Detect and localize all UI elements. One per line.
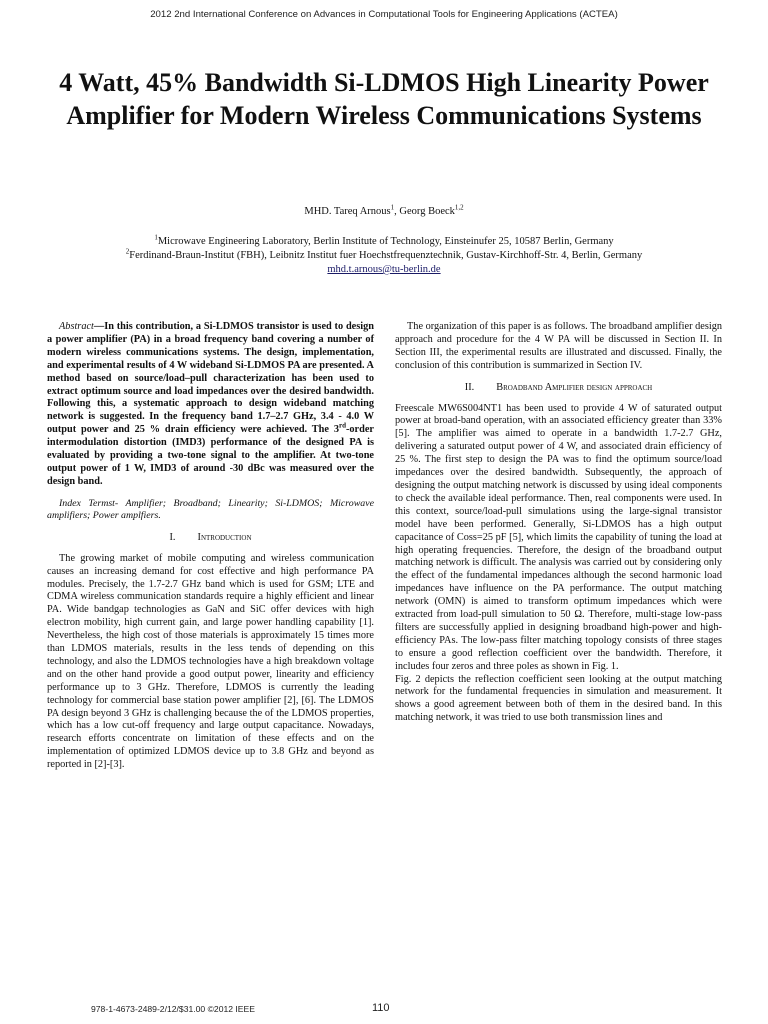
index-terms-text: Amplifier; Broadband; Linearity; Si-LDMOS; Microwave amplifiers; Power amplfiers. xyxy=(47,497,375,522)
section-heading-introduction xyxy=(47,532,374,545)
abstract-text: In this contribution, a Si-LDMOS transistor is used to design a power amplifier (PA) in a broad frequency band covering a number of modern wireless communications systems. The design, implementation, and experimental results of 4 W wideband Si-LDMOS PA are presented. A method based on source/load–pull characterization has been used to extract optimum source and load impedances over the desired bandwidth. Following this, a systematic approach to design wideband matching network is suggested. In the frequency band 1.7–2.7 GHz, 3.4 - 4.0 W output power and 25 % drain efficiency were achieved. The 3 xyxy=(47,321,374,436)
affiliation-1 xyxy=(0,233,768,247)
section-title: Broadband Amplifier design approach xyxy=(496,381,653,393)
section-number: II. xyxy=(464,381,475,393)
affiliation-text: Microwave Engineering Laboratory, Berlin Institute of Technology, Einsteinufer 25, 10587 Berlin, Germany xyxy=(157,236,614,247)
section-title: Introduction xyxy=(197,531,252,543)
email-link[interactable]: mhd.t.arnous@tu-berlin.de xyxy=(327,264,441,275)
organization-paragraph: The organization of this paper is as follows. The broadband amplifier design approach and procedure for the 4 W PA will be discussed in Section II. In Section III, the experimental results are illustrated and discussed. Finally, the conclusion of this contribution is summarized in Section IV. xyxy=(395,321,722,371)
section-number: I. xyxy=(169,531,176,543)
section2-paragraph: Fig. 2 depicts the reflection coefficient seen looking at the output matching network for the fundamental frequencies in simulation and measurement. It shows a good agreement between both of them in the desired band. In this matching network, it was tried to use both transmission lines and xyxy=(395,673,722,724)
index-terms-lead: Index Termst- xyxy=(59,497,119,509)
abstract xyxy=(47,321,374,489)
author-line xyxy=(0,203,768,217)
author-name: Georg Boeck xyxy=(399,206,455,217)
index-terms xyxy=(47,498,374,523)
left-column xyxy=(47,321,374,772)
author-affiliation-mark: 1,2 xyxy=(454,203,464,212)
intro-paragraph: The growing market of mobile computing and wireless communication causes an increasing demand for cost effective and high performance PA modules. Precisely, the 1.7-2.7 GHz band which is used for GSM; LTE and CDMA wireless communication standards require a highly efficient and linear PA. Wide bandgap technologies as GaN and SiC offer devices with high electron mobility, high current gain, and large power handling capability [1]. Nevertheless, the high cost of those materials is approximately 15 times more than LDMOS materials, results in the less tends of depending on this technology, and also the LDMOS technologies have a high breakdown voltage and on the other hand provide a good output power, linearity and efficiency performance up to 3 GHz. Therefore, LDMOS is currently the leading technology for commercial base station power amplifier [2], [6]. The LDMOS PA design beyond 3 GHz is challenging because the of the LDMOS properties, which has a low cut-off frequency and large output capacitance. Nowadays, research efforts concentrate on limitation of these effects and on the implementation of optimized LDMOS device up to 3.8 GHz and beyond as reported in [2]-[3]. xyxy=(47,552,374,771)
affiliation-text: Ferdinand-Braun-Institut (FBH), Leibnitz Institut fuer Hoechstfrequenztechnik, Gustav-Kirchhoff-Str. 4, Berlin, Germany xyxy=(129,250,643,261)
abstract-superscript: rd xyxy=(338,421,346,430)
abstract-lead: Abstract xyxy=(59,321,94,332)
affiliation-mark: 1 xyxy=(154,233,158,242)
conference-header: 2012 2nd International Conference on Advances in Computational Tools for Engineering Applications (ACTEA) xyxy=(150,9,618,20)
section2-paragraph: Freescale MW6S004NT1 has been used to provide 4 W of saturated output power at broad-band operation, with an associated efficiency greater than 33% [5]. The amplifier was aimed to operate in a bandwidth 1.7-2.7 GHz, delivering a saturated output power of 4 W, and associated drain efficiency of 25 %. The first step to design the PA was to find the optimum source/load impedances over the desired bandwidth. Subsequently, the approach of designing the output matching network is discussed by using ideal components to check the available ideal performance. Then, real components were used. In this context, source/load-pull simulations using the large-signal transistor model have been performed. Generally, Si-LDMOS has a high output capacitance of Coss=25 pF [5], which limits the capability of tuning the load at high operating frequencies. Therefore, the design of the broadband output matching network is difficult. The analysis was carried out by considering only the effect of the fundamental impedances although the second harmonic load impedances have influence on the PA performance. The output matching network (OMN) is aimed to transform optimum impedances which were extracted from load-pull simulation to 50 Ω. Therefore, multi-stage low-pass filters are successfully applied in designing broadband high-power and high-efficiency PAs. The low-pass filter matching topology consists of three stages to ensure a good reflection coefficient over the bandwidth. Therefore, it includes four zeros and three poles as shown in Fig. 1. xyxy=(395,402,722,672)
paper-title: 4 Watt, 45% Bandwidth Si-LDMOS High Linearity Power Amplifier for Modern Wireless Communications Systems xyxy=(59,68,709,130)
abstract-text-continued: -order intermodulation distortion (IMD3) performance of the designed PA is evaluated by providing a two-tone signal to the amplifier. At two-tone output power of 1 W, IMD3 of around -30 dBc was measured over the design band. xyxy=(47,424,374,487)
footer-isbn: 978-1-4673-2489-2/12/$31.00 ©2012 IEEE xyxy=(91,1004,256,1014)
section-heading-broadband xyxy=(395,382,722,395)
author-name: MHD. Tareq Arnous xyxy=(304,206,391,217)
author-affiliation-mark: 1 xyxy=(390,203,395,212)
affiliation-mark: 2 xyxy=(125,247,130,256)
right-column xyxy=(395,321,722,725)
author-separator: , xyxy=(394,206,400,217)
affiliation-2 xyxy=(0,247,768,261)
email-line xyxy=(0,264,768,275)
abstract-dash: — xyxy=(93,321,105,332)
page-number: 110 xyxy=(372,1002,390,1014)
